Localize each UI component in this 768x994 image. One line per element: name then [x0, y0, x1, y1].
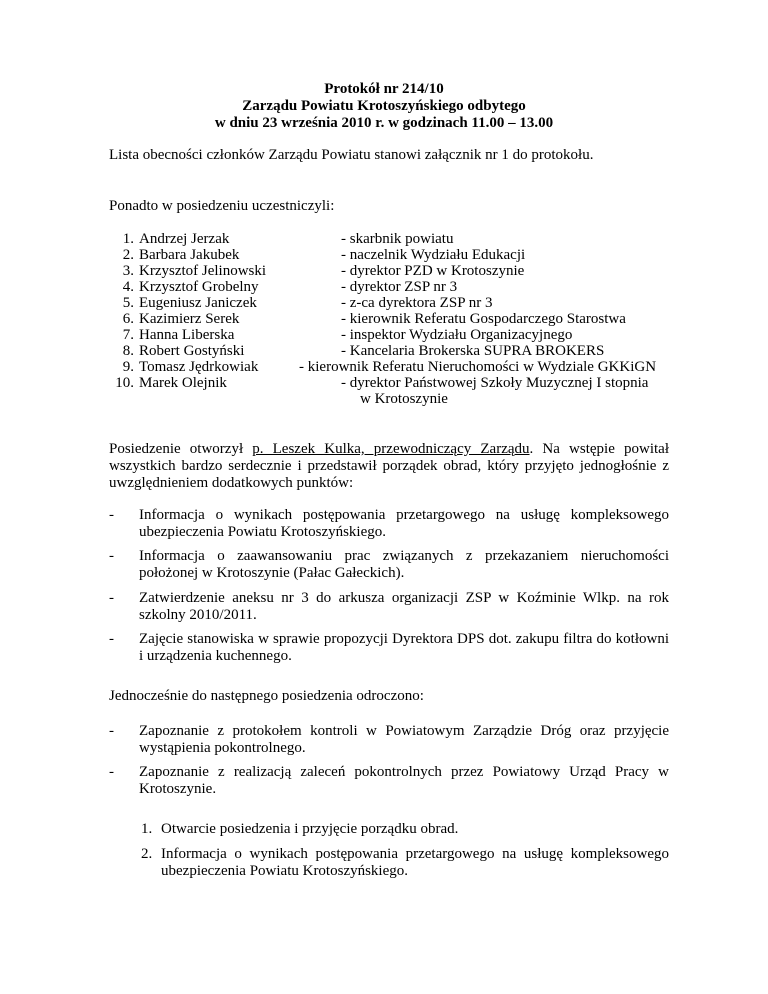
attendance-note: Lista obecności członków Zarządu Powiatu stanowi załącznik nr 1 do protokołu. — [109, 147, 594, 163]
agenda-text: Informacja o wynikach postępowania przetargowego na usługę kompleksowego ubezpieczenia Powiatu Krotoszyńskiego. — [161, 846, 669, 879]
participants-list — [109, 231, 709, 407]
participant-row — [109, 375, 709, 391]
participant-number: 6. — [122, 311, 134, 327]
title-line-3: w dniu 23 września 2010 r. w godzinach 11.00 – 13.00 — [214, 115, 554, 131]
participant-role: - dyrektor Państwowej Szkoły Muzycznej I stopnia — [341, 375, 649, 391]
dash-bullet: - — [109, 590, 114, 606]
participant-name: Robert Gostyński — [139, 343, 245, 359]
participant-row — [109, 231, 709, 247]
opening-suffix: . Na wstępie powitał wszystkich bardzo serdecznie i przedstawił porządek obrad, który przyjęto jednogłośnie z uwzględnieniem dodatkowych punktów: — [109, 441, 669, 491]
participant-role: - kierownik Referatu Nieruchomości w Wydziale GKKiGN — [299, 359, 657, 375]
participant-row — [109, 279, 709, 295]
participant-name: Hanna Liberska — [139, 327, 235, 343]
title-line-2: Zarządu Powiatu Krotoszyńskiego odbytego — [242, 98, 526, 114]
participant-number: 2. — [122, 247, 134, 263]
dash-bullet: - — [109, 631, 114, 647]
document-title — [0, 81, 768, 132]
participant-role: - dyrektor ZSP nr 3 — [341, 279, 458, 295]
participant-role: - naczelnik Wydziału Edukacji — [341, 247, 526, 263]
participant-role-continuation: w Krotoszynie — [360, 391, 448, 407]
additional-point-text: Zatwierdzenie aneksu nr 3 do arkusza organizacji ZSP w Koźminie Wlkp. na rok szkolny 2010/2011. — [139, 590, 669, 623]
participant-row — [109, 247, 709, 263]
agenda-text: Otwarcie posiedzenia i przyjęcie porządku obrad. — [161, 821, 459, 837]
participant-number: 9. — [122, 359, 134, 375]
participant-name: Krzysztof Jelinowski — [139, 263, 267, 279]
dash-bullet: - — [109, 507, 114, 523]
participant-name: Eugeniusz Janiczek — [139, 295, 257, 311]
participant-number: 1. — [122, 231, 134, 247]
participant-name: Marek Olejnik — [139, 375, 227, 391]
dash-bullet: - — [109, 548, 114, 564]
participant-row — [109, 295, 709, 311]
participant-role: - kierownik Referatu Gospodarczego Starostwa — [341, 311, 626, 327]
postponed-point-text: Zapoznanie z protokołem kontroli w Powiatowym Zarządzie Dróg oraz przyjęcie wystąpienia pokontrolnego. — [139, 723, 669, 756]
additional-point-text: Informacja o wynikach postępowania przetargowego na usługę kompleksowego ubezpieczenia Powiatu Krotoszyńskiego. — [139, 507, 669, 540]
agenda-number: 1. — [141, 821, 153, 837]
participant-number: 10. — [115, 375, 134, 391]
postponed-point-text: Zapoznanie z realizacją zaleceń pokontrolnych przez Powiatowy Urząd Pracy w Krotoszynie. — [139, 764, 669, 797]
chairman-name: p. Leszek Kulka, przewodniczący Zarządu — [252, 441, 530, 457]
participant-row — [109, 343, 709, 359]
participant-role: - inspektor Wydziału Organizacyjnego — [341, 327, 573, 343]
postponed-intro: Jednocześnie do następnego posiedzenia odroczono: — [109, 688, 424, 704]
additional-point-text: Informacja o zaawansowaniu prac związanych z przekazaniem nieruchomości położonej w Krotoszynie (Pałac Gałeckich). — [139, 548, 669, 581]
participant-role: - skarbnik powiatu — [341, 231, 454, 247]
participant-name: Kazimierz Serek — [139, 311, 240, 327]
participant-name: Krzysztof Grobelny — [139, 279, 259, 295]
participant-name: Barbara Jakubek — [139, 247, 240, 263]
opening-paragraph — [109, 441, 669, 492]
participant-number: 4. — [122, 279, 134, 295]
participant-name: Tomasz Jędrkowiak — [139, 359, 259, 375]
dash-bullet: - — [109, 723, 114, 739]
dash-bullet: - — [109, 764, 114, 780]
participant-name: Andrzej Jerzak — [139, 231, 230, 247]
additional-point-text: Zajęcie stanowiska w sprawie propozycji Dyrektora DPS dot. zakupu filtra do kotłowni i urządzenia kuchennego. — [139, 631, 669, 664]
participant-role: - z-ca dyrektora ZSP nr 3 — [341, 295, 493, 311]
participant-row — [109, 359, 709, 375]
participant-role: - Kancelaria Brokerska SUPRA BROKERS — [341, 343, 605, 359]
participant-row — [109, 263, 709, 279]
opening-prefix: Posiedzenie otworzył — [109, 441, 253, 457]
participant-row — [109, 311, 709, 327]
agenda-number: 2. — [141, 846, 153, 862]
participant-number: 3. — [122, 263, 134, 279]
title-line-1: Protokół nr 214/10 — [324, 81, 444, 97]
participant-row-continuation — [109, 391, 709, 407]
participant-row — [109, 327, 709, 343]
participants-intro: Ponadto w posiedzeniu uczestniczyli: — [109, 198, 335, 214]
participant-role: - dyrektor PZD w Krotoszynie — [341, 263, 525, 279]
participant-number: 5. — [122, 295, 134, 311]
participant-number: 7. — [122, 327, 134, 343]
participant-number: 8. — [122, 343, 134, 359]
